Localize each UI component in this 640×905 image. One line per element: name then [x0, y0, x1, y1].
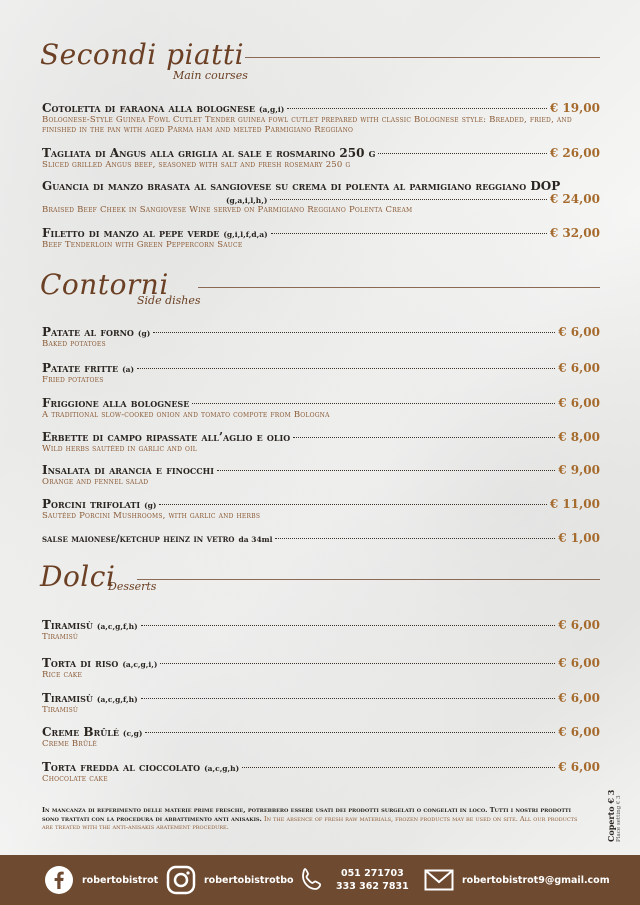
- leader-dots: [159, 504, 546, 505]
- phone-contact[interactable]: [298, 855, 409, 905]
- leader-dots: [153, 332, 555, 333]
- item-name: Patate fritte: [42, 361, 119, 375]
- item-allergens: (g,a,i,l,h,): [226, 196, 268, 205]
- item-description: Orange and fennel salad: [42, 477, 149, 487]
- contorni-item-7: [42, 531, 600, 545]
- dolci-title: Dolci: [40, 560, 116, 593]
- item-name: Erbette di campo ripassate all’aglio e olio: [42, 430, 291, 444]
- contorni-item-5: [42, 463, 600, 487]
- item-description: Rice cake: [42, 670, 83, 680]
- item-name: Guancia di manzo brasata al sangiovese su crema di polenta al parmigiano reggiano DOP: [42, 179, 561, 193]
- item-description: Sliced grilled Angus beef, seasoned with salt and fresh rosemary 250 g: [42, 160, 351, 170]
- leader-dots: [141, 698, 556, 699]
- secondi-item-3: [42, 179, 600, 215]
- item-price: € 6,00: [558, 396, 600, 410]
- item-description: Tiramisù: [42, 705, 79, 715]
- item-price: € 1,00: [558, 531, 600, 545]
- leader-dots: [217, 470, 555, 471]
- phone-number-1: 051 271703: [340, 868, 404, 879]
- leader-dots: [141, 625, 556, 626]
- item-name: Creme Brûlé: [42, 725, 119, 739]
- allergen-note: [42, 806, 587, 832]
- dolci-divider: [137, 579, 600, 580]
- secondi-heading: [40, 38, 600, 88]
- item-price: € 6,00: [558, 760, 600, 774]
- item-description: Sautéed Porcini Mushrooms, with garlic and herbs: [42, 511, 261, 521]
- contorni-item-3: [42, 396, 600, 420]
- item-description: Tiramisù: [42, 632, 79, 642]
- phone-number-2: 333 362 7831: [336, 881, 409, 892]
- dolci-subtitle: Desserts: [108, 580, 157, 593]
- item-name: Torta di riso: [42, 656, 119, 670]
- item-description: Chocolate cake: [42, 774, 108, 784]
- item-allergens: (a): [122, 365, 135, 374]
- facebook-contact[interactable]: [44, 855, 158, 905]
- item-description: Bolognese-Style Guinea Fowl Cutlet Tender guinea fowl cutlet prepared with classic Bolognese style: Breaded, fried, and finished in the pan with aged Parma ham and melted Parmigiano Reggiano: [42, 115, 572, 135]
- item-name: Torta fredda al cioccolato: [42, 760, 201, 774]
- item-price: € 6,00: [558, 618, 600, 632]
- item-description: Wild herbs sautéed in garlic and oil: [42, 444, 197, 454]
- item-price: € 6,00: [558, 325, 600, 339]
- item-price: € 6,00: [558, 656, 600, 670]
- contorni-item-4: [42, 430, 600, 454]
- phone-numbers: [336, 867, 409, 893]
- secondi-item-4: [42, 226, 600, 250]
- note-english: In the absence of fresh raw materials, frozen products may be used on site. All our products are treated with the anti-anisakis abatement procedure.: [42, 814, 578, 831]
- item-price: € 11,00: [549, 497, 600, 511]
- item-price: € 9,00: [558, 463, 600, 477]
- item-price: € 26,00: [549, 146, 600, 160]
- secondi-title: Secondi piatti: [40, 38, 245, 71]
- item-description: Fried potatoes: [42, 375, 104, 385]
- item-allergens: (c,g): [122, 729, 143, 738]
- contorni-item-6: [42, 497, 600, 521]
- envelope-icon: [424, 868, 454, 892]
- dolci-item-5: [42, 760, 600, 784]
- contorni-subtitle: Side dishes: [137, 294, 201, 307]
- item-name: Insalata di arancia e finocchi: [42, 463, 214, 477]
- secondi-item-1: [42, 101, 600, 135]
- contorni-title: Contorni: [40, 268, 169, 301]
- leader-dots: [271, 233, 547, 234]
- item-allergens: (a,c,g,h): [204, 764, 240, 773]
- secondi-item-2: [42, 146, 600, 170]
- item-name: Tiramisù: [42, 691, 93, 705]
- item-price: € 6,00: [558, 725, 600, 739]
- item-description: Baked potatoes: [42, 339, 106, 349]
- leader-dots: [270, 199, 546, 200]
- item-allergens: (a,c,g,f,h): [96, 622, 138, 631]
- email-contact[interactable]: [424, 855, 610, 905]
- instagram-handle: robertobistrotbo: [204, 874, 294, 886]
- item-allergens: (a,c,g,i,): [122, 660, 158, 669]
- instagram-contact[interactable]: [166, 855, 294, 905]
- item-name: Tiramisù: [42, 618, 93, 632]
- leader-dots: [145, 732, 555, 733]
- dolci-item-2: [42, 656, 600, 680]
- contorni-divider: [198, 287, 600, 288]
- leader-dots: [137, 368, 555, 369]
- leader-dots: [287, 108, 547, 109]
- dolci-item-4: [42, 725, 600, 749]
- item-name: Porcini trifolati: [42, 497, 141, 511]
- item-description: Braised Beef Cheek in Sangiovese Wine served on Parmigiano Reggiano Polenta Cream: [42, 205, 413, 215]
- item-allergens: (a,c,g,f,h): [96, 695, 138, 704]
- item-allergens: (g,i,l,f,d,a): [223, 230, 268, 239]
- item-description: Creme Brûlé: [42, 739, 98, 749]
- facebook-handle: robertobistrot: [82, 874, 159, 886]
- leader-dots: [160, 663, 555, 664]
- note-italian: In mancanza di reperimento delle materie prime fresche, potrebbero essere usati dei prodotti surgelati o congelati in loco. Tutti i nostri prodotti sono trattati con la procedura di abbattimento anti anisakis.: [42, 806, 571, 823]
- dolci-heading: [40, 560, 600, 610]
- footer: [0, 855, 640, 905]
- secondi-divider: [245, 57, 600, 58]
- leader-dots: [293, 437, 555, 438]
- item-allergens: (a,g,i): [258, 105, 285, 114]
- item-name: Cotoletta di faraona alla bolognese: [42, 101, 255, 115]
- leader-dots: [192, 403, 555, 404]
- item-price: € 8,00: [558, 430, 600, 444]
- item-name: Tagliata di Angus alla griglia al sale e rosmarino 250 g: [42, 146, 376, 160]
- item-name: Friggione alla bolognese: [42, 396, 190, 410]
- item-name: Patate al forno: [42, 325, 134, 339]
- dolci-item-1: [42, 618, 600, 642]
- contorni-heading: [40, 268, 600, 318]
- item-description: A traditional slow-cooked onion and tomato compote from Bologna: [42, 410, 330, 420]
- item-price: € 24,00: [549, 192, 600, 206]
- item-name: Filetto di manzo al pepe verde: [42, 226, 220, 240]
- item-price: € 19,00: [549, 101, 600, 115]
- item-description: Beef Tenderloin with Green Peppercorn Sauce: [42, 240, 243, 250]
- email-address: robertobistrot9@gmail.com: [462, 874, 610, 886]
- coperto: [606, 790, 622, 842]
- coperto-sub: Place setting € 3: [616, 795, 622, 842]
- leader-dots: [242, 767, 555, 768]
- contorni-item-1: [42, 325, 600, 349]
- item-allergens: (g): [144, 501, 157, 510]
- secondi-subtitle: Main courses: [173, 69, 248, 82]
- coperto-label: Coperto € 3: [606, 789, 616, 842]
- item-allergens: (g): [137, 329, 151, 338]
- contorni-item-2: [42, 361, 600, 385]
- item-name: salse maionese/ketchup heinz in vetro: [42, 534, 235, 545]
- instagram-icon: [166, 865, 196, 895]
- item-price: € 6,00: [558, 691, 600, 705]
- phone-icon: [298, 866, 326, 894]
- leader-dots: [378, 153, 546, 154]
- item-price: € 6,00: [558, 361, 600, 375]
- leader-dots: [275, 538, 555, 539]
- facebook-icon: [44, 865, 74, 895]
- item-price: € 32,00: [549, 226, 600, 240]
- item-allergens: da 34ml: [238, 535, 273, 544]
- dolci-item-3: [42, 691, 600, 715]
